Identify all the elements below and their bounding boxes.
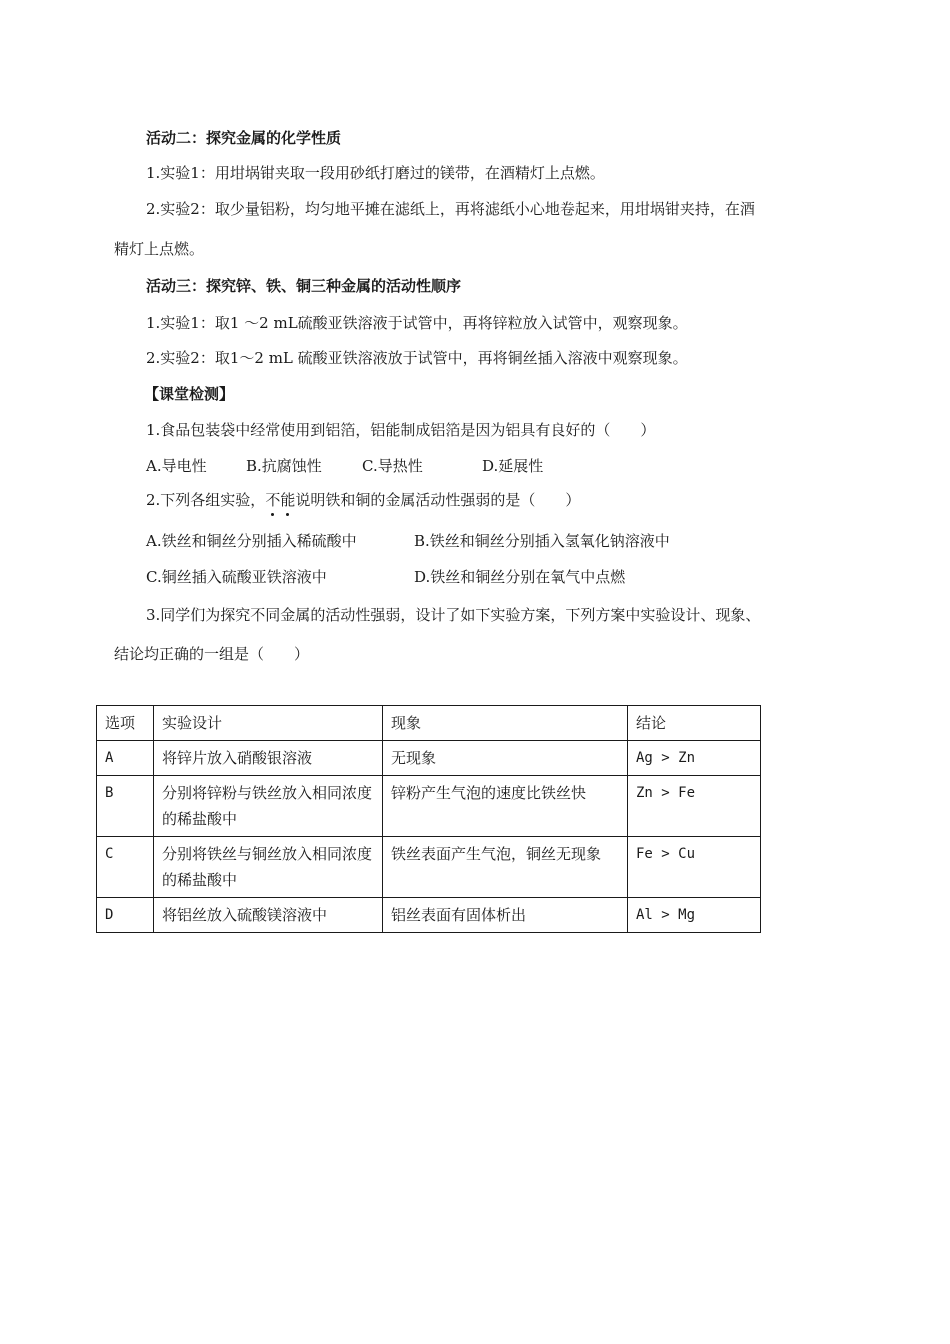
table-cell: B	[97, 776, 154, 837]
q2-option-a: A.铁丝和铜丝分别插入稀硫酸中	[146, 532, 357, 550]
table-header-cell: 实验设计	[154, 706, 383, 741]
activity2-exp1: 1.实验1：用坩埚钳夹取一段用砂纸打磨过的镁带，在酒精灯上点燃。	[146, 164, 605, 182]
table-cell: C	[97, 837, 154, 898]
table-cell: Fe > Cu	[628, 837, 761, 898]
table-header-cell: 选项	[97, 706, 154, 741]
q1-option-a: A.导电性	[146, 457, 207, 475]
q2-stem-suffix: 说明铁和铜的金属活动性强弱的是（ ）	[295, 491, 581, 509]
table-cell: 分别将锌粉与铁丝放入相同浓度的稀盐酸中	[154, 776, 383, 837]
q2-option-d: D.铁丝和铜丝分别在氧气中点燃	[414, 568, 626, 586]
table-cell: 铝丝表面有固体析出	[383, 898, 628, 933]
table-header-row	[97, 706, 761, 741]
table-cell: 将铝丝放入硫酸镁溶液中	[154, 898, 383, 933]
table-cell: D	[97, 898, 154, 933]
experiment-table	[96, 705, 761, 933]
table-row	[97, 741, 761, 776]
q3-stem-line1: 3.同学们为探究不同金属的活动性强弱，设计了如下实验方案，下列方案中实验设计、现象、	[146, 606, 761, 624]
table-cell: Al > Mg	[628, 898, 761, 933]
q2-stem-prefix: 2.下列各组实验，	[146, 491, 266, 509]
q2-option-b: B.铁丝和铜丝分别插入氢氧化钠溶液中	[414, 532, 670, 550]
table-header-cell: 结论	[628, 706, 761, 741]
table-row	[97, 898, 761, 933]
q2-stem-emphasis-2: 能	[280, 491, 296, 509]
activity3-exp1: 1.实验1：取1 ～2 mL硫酸亚铁溶液于试管中，再将锌粒放入试管中，观察现象。	[146, 314, 688, 332]
q1-options	[146, 456, 543, 476]
activity2-heading: 活动二：探究金属的化学性质	[146, 129, 342, 147]
q1-option-d: D.延展性	[482, 457, 544, 475]
activity3-exp2: 2.实验2：取1～2 mL 硫酸亚铁溶液放于试管中，再将铜丝插入溶液中观察现象。	[146, 349, 688, 367]
activity3-heading: 活动三：探究锌、铁、铜三种金属的活动性顺序	[146, 277, 462, 295]
table-cell: 无现象	[383, 741, 628, 776]
table-header-cell: 现象	[383, 706, 628, 741]
q2-stem	[146, 490, 580, 510]
quiz-heading: 【课堂检测】	[144, 385, 235, 403]
q1-option-c: C.导热性	[362, 457, 423, 475]
table-cell: 铁丝表面产生气泡，铜丝无现象	[383, 837, 628, 898]
q2-option-c: C.铜丝插入硫酸亚铁溶液中	[146, 568, 327, 586]
table-cell: 将锌片放入硝酸银溶液	[154, 741, 383, 776]
q3-stem-line2: 结论均正确的一组是（ ）	[114, 645, 310, 663]
table-cell: Ag > Zn	[628, 741, 761, 776]
q1-option-b: B.抗腐蚀性	[246, 457, 322, 475]
table-row	[97, 837, 761, 898]
activity2-exp2-line2: 精灯上点燃。	[114, 240, 205, 258]
table-cell: 分别将铁丝与铜丝放入相同浓度的稀盐酸中	[154, 837, 383, 898]
table-cell: A	[97, 741, 154, 776]
activity2-exp2-line1: 2.实验2：取少量铝粉，均匀地平摊在滤纸上，再将滤纸小心地卷起来，用坩埚钳夹持，在酒	[146, 200, 755, 218]
table-cell: Zn > Fe	[628, 776, 761, 837]
table-cell: 锌粉产生气泡的速度比铁丝快	[383, 776, 628, 837]
table-row	[97, 776, 761, 837]
q2-stem-emphasis-1: 不	[265, 491, 281, 509]
q1-stem: 1.食品包装袋中经常使用到铝箔，铝能制成铝箔是因为铝具有良好的（ ）	[146, 421, 656, 439]
